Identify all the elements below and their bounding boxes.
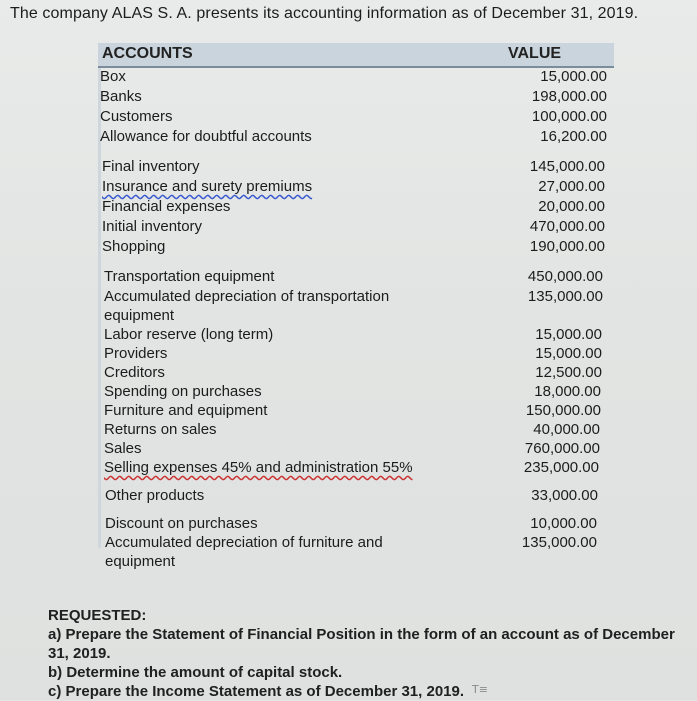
- table-row: [104, 267, 603, 286]
- account-label: Other products: [105, 487, 205, 504]
- table-row: [104, 420, 600, 439]
- requested-item-c: c) Prepare the Income Statement as of December 31, 2019.: [48, 683, 465, 700]
- account-label: Financial expenses: [102, 198, 231, 215]
- account-label: Returns on sales: [104, 421, 217, 438]
- account-value: 18,000.00: [534, 383, 601, 400]
- account-value: 27,000.00: [538, 178, 605, 195]
- table-row: [102, 237, 605, 256]
- table-row: [100, 127, 607, 146]
- table-row: [104, 458, 599, 477]
- table-row: [104, 382, 601, 401]
- table-row: [104, 344, 602, 363]
- account-label: Banks: [100, 88, 142, 105]
- table-row: [102, 157, 605, 176]
- table-row: [104, 363, 602, 382]
- account-value: 20,000.00: [538, 198, 605, 215]
- account-label: Shopping: [102, 238, 166, 255]
- account-label: equipment: [105, 553, 176, 570]
- account-label: Insurance and surety premiums: [102, 178, 313, 195]
- account-label: Spending on purchases: [104, 383, 262, 400]
- account-label: Providers: [104, 345, 168, 362]
- account-value: 135,000.00: [527, 288, 603, 305]
- accounts-header: ACCOUNTS: [102, 45, 193, 62]
- account-label: Box: [100, 68, 126, 85]
- table-row: [105, 552, 597, 571]
- table-row: [104, 325, 602, 344]
- account-label: Accumulated depreciation of transportation: [104, 288, 390, 305]
- table-row: [100, 107, 607, 126]
- table-row: [102, 177, 605, 196]
- table-row: [105, 486, 598, 505]
- account-value: 33,000.00: [531, 487, 598, 504]
- text-format-icon[interactable]: T≡: [472, 683, 488, 696]
- table-row: [104, 401, 601, 420]
- requested-title: REQUESTED:: [48, 607, 147, 624]
- table-row: [102, 197, 605, 216]
- account-value: 12,500.00: [535, 364, 602, 381]
- account-value: 15,000.00: [535, 345, 602, 362]
- account-value: 135,000.00: [521, 534, 597, 551]
- requested-item-b: b) Determine the amount of capital stock.: [48, 664, 343, 681]
- account-value: 16,200.00: [540, 128, 607, 145]
- requested-item-a: a) Prepare the Statement of Financial Position in the form of an account as of December: [48, 626, 675, 643]
- account-value: 760,000.00: [524, 440, 600, 457]
- account-value: 198,000.00: [531, 88, 607, 105]
- account-label: equipment: [104, 307, 175, 324]
- account-value: 145,000.00: [529, 158, 605, 175]
- account-value: 10,000.00: [530, 515, 597, 532]
- account-value: 450,000.00: [527, 268, 603, 285]
- account-label: Selling expenses 45% and administration 55%: [104, 459, 413, 476]
- value-header: VALUE: [508, 45, 562, 62]
- account-label: Accumulated depreciation of furniture and: [105, 534, 383, 551]
- account-value: 15,000.00: [535, 326, 602, 343]
- account-label: Discount on purchases: [105, 515, 258, 532]
- account-label: Labor reserve (long term): [104, 326, 274, 343]
- table-row: [105, 533, 597, 552]
- account-value: 470,000.00: [529, 218, 605, 235]
- table-row: [104, 439, 600, 458]
- account-label: Furniture and equipment: [104, 402, 268, 419]
- account-value: 40,000.00: [533, 421, 600, 438]
- account-label: Allowance for doubtful accounts: [100, 128, 312, 145]
- account-label: Final inventory: [102, 158, 200, 175]
- account-value: 150,000.00: [525, 402, 601, 419]
- account-value: 100,000.00: [531, 108, 607, 125]
- account-value: 190,000.00: [529, 238, 605, 255]
- table-header: [98, 43, 614, 68]
- requested-item-a-cont: 31, 2019.: [48, 645, 111, 662]
- table-row: [104, 306, 603, 325]
- account-label: Transportation equipment: [104, 268, 275, 285]
- account-label: Customers: [100, 108, 173, 125]
- table-row: [104, 287, 603, 306]
- account-label: Initial inventory: [102, 218, 203, 235]
- table-row: [102, 217, 605, 236]
- requested-section: [48, 606, 688, 701]
- account-label: Sales: [104, 440, 142, 457]
- account-value: 235,000.00: [523, 459, 599, 476]
- account-label: Creditors: [104, 364, 165, 381]
- table-row: [100, 87, 607, 106]
- intro-text: The company ALAS S. A. presents its accounting information as of December 31, 2019.: [10, 5, 639, 22]
- table-row: [105, 514, 597, 533]
- table-row: [100, 67, 607, 86]
- account-value: 15,000.00: [540, 68, 607, 85]
